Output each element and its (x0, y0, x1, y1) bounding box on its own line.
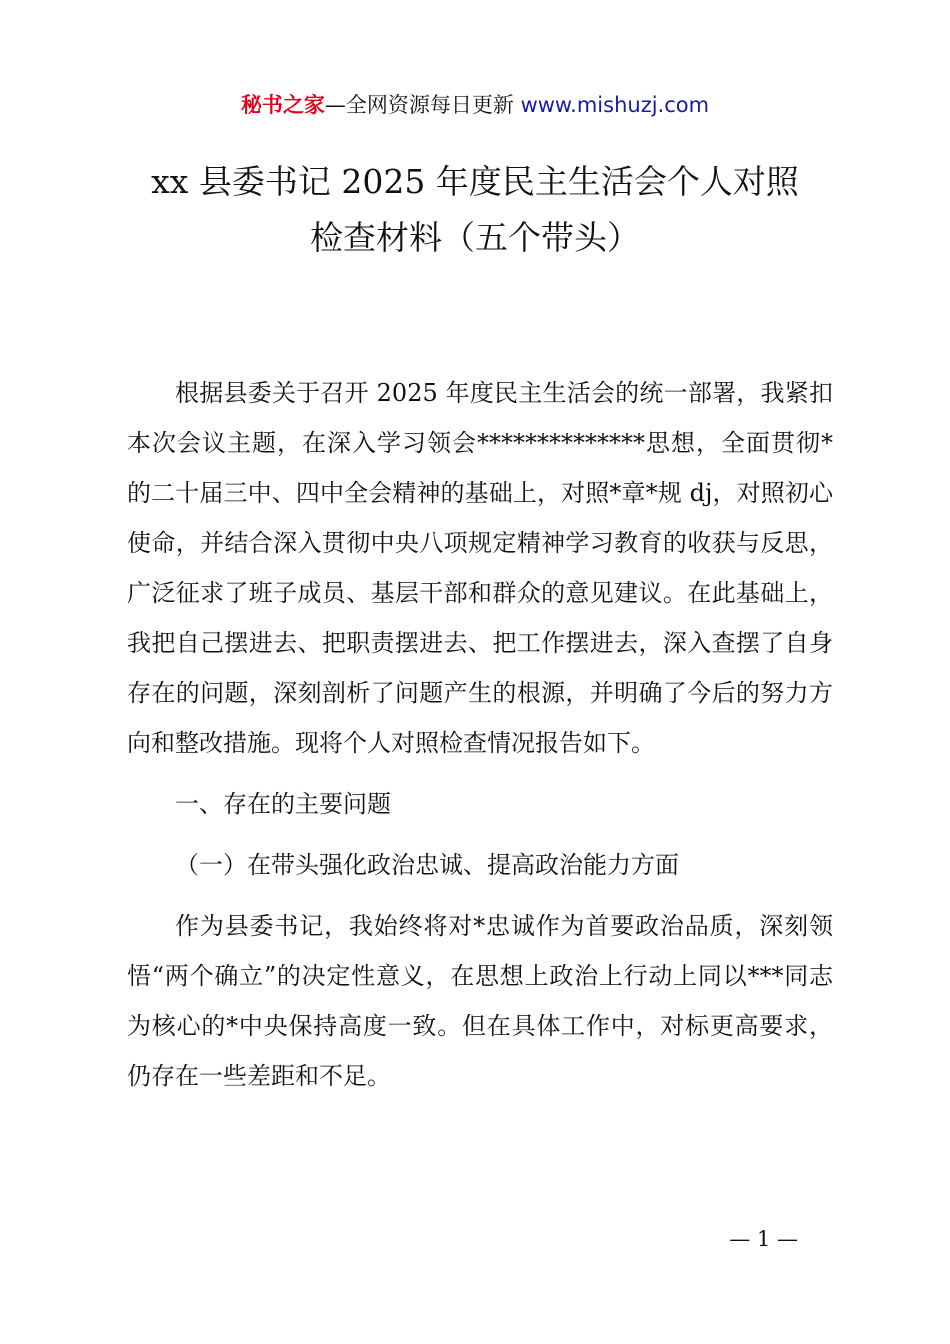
section-heading: 一、存在的主要问题 (175, 790, 391, 818)
site-banner (0, 88, 950, 122)
banner-slogan: —全网资源每日更新 (324, 93, 521, 117)
title-line-2: 检查材料（五个带头） (310, 218, 640, 257)
page-number: — 1 — (729, 1227, 798, 1251)
site-url-link[interactable]: www.mishuzj.com (520, 93, 710, 117)
title-line-1: xx 县委书记 2025 年度民主生活会个人对照 (151, 162, 799, 201)
subsection-paragraph: 作为县委书记，我始终将对*忠诚作为首要政治品质，深刻领悟“两个确立”的决定性意义，在思想上政治上行动上同以***同志为核心的*中央保持高度一致。但在具体工作中，对标更高要求，仍存在一些差距和不足。 (127, 912, 833, 1090)
document-body (127, 368, 833, 1101)
document-title (60, 154, 890, 266)
brand-name: 秘书之家 (240, 93, 325, 117)
subsection-heading: （一）在带头强化政治忠诚、提高政治能力方面 (175, 851, 679, 879)
intro-paragraph: 根据县委关于召开 2025 年度民主生活会的统一部署，我紧扣本次会议主题，在深入学习领会**************思想，全面贯彻*的二十届三中、四中全会精神的基础上，对照*章*规 dj，对照初心使命，并结合深入贯彻中央八项规定精神学习教育的收获与反思，广泛征求了班子成员、基层干部和群众的意见建议。在此基础上，我把自己摆进去、把职责摆进去、把工作摆进去，深入查摆了自身存在的问题，深刻剖析了问题产生的根源，并明确了今后的努力方向和整改措施。现将个人对照检查情况报告如下。 (127, 379, 833, 757)
